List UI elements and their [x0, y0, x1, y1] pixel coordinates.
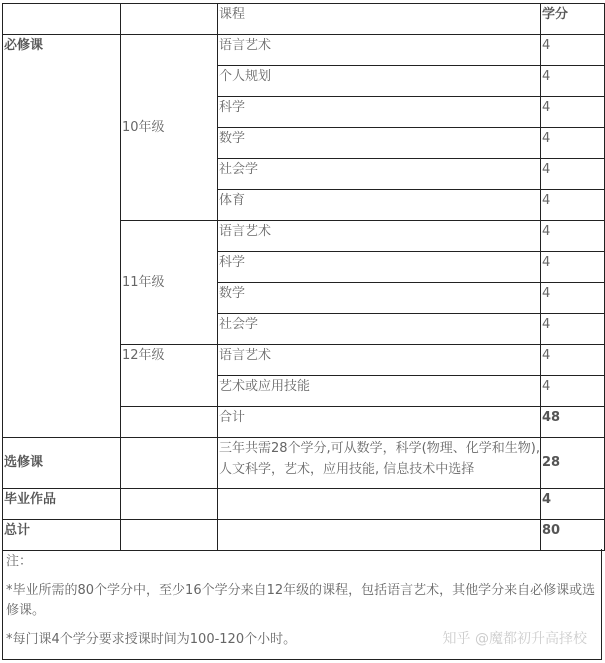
credit-cell: 4: [541, 221, 605, 252]
credit-cell: 4: [541, 283, 605, 314]
capstone-label: 毕业作品: [3, 489, 121, 520]
total-row: [3, 520, 605, 551]
course-cell: 科学: [218, 252, 541, 283]
empty-cell: [218, 489, 541, 520]
subtotal-value: 48: [541, 407, 605, 438]
course-cell: 语言艺术: [218, 345, 541, 376]
course-cell: 数学: [218, 283, 541, 314]
course-cell: 社会学: [218, 159, 541, 190]
course-cell: 体育: [218, 190, 541, 221]
course-cell: 科学: [218, 97, 541, 128]
credit-cell: 4: [541, 66, 605, 97]
empty-cell: [218, 520, 541, 551]
note-line-2: *每门课4个学分要求授课时间为100-120个小时。: [6, 632, 297, 647]
empty-cell: [121, 520, 218, 551]
course-cell: 个人规划: [218, 66, 541, 97]
subtotal-label: 合计: [218, 407, 541, 438]
empty-cell: [121, 438, 218, 489]
credit-cell: 4: [541, 159, 605, 190]
table-header: [3, 4, 605, 35]
capstone-row: [3, 489, 605, 520]
total-value: 80: [541, 520, 605, 551]
credit-cell: 4: [541, 35, 605, 66]
credit-cell: 4: [541, 128, 605, 159]
notes-title: 注：: [6, 554, 33, 569]
grade12-label: 12年级: [121, 345, 218, 407]
total-label: 总计: [3, 520, 121, 551]
grade11-label: 11年级: [121, 221, 218, 345]
note-line-1: *毕业所需的80个学分中，至少16个学分来自12年级的课程，包括语言艺术，其他学分来自必修课或选修课。: [6, 583, 596, 618]
notes-box: [2, 549, 602, 660]
course-cell: 语言艺术: [218, 221, 541, 252]
capstone-value: 4: [541, 489, 605, 520]
credit-cell: 4: [541, 97, 605, 128]
empty-cell: [121, 407, 218, 438]
course-cell: 社会学: [218, 314, 541, 345]
course-cell: 数学: [218, 128, 541, 159]
credit-cell: 4: [541, 345, 605, 376]
credit-cell: 4: [541, 252, 605, 283]
course-cell: 语言艺术: [218, 35, 541, 66]
credit-cell: 4: [541, 376, 605, 407]
credit-cell: 4: [541, 314, 605, 345]
header-col1: [3, 4, 121, 35]
credit-cell: 4: [541, 190, 605, 221]
required-label: 必修课: [3, 35, 121, 438]
elective-row: [3, 438, 605, 489]
header-col2: [121, 4, 218, 35]
header-credits: 学分: [541, 4, 605, 35]
elective-value: 28: [541, 438, 605, 489]
grade10-label: 10年级: [121, 35, 218, 221]
empty-cell: [121, 489, 218, 520]
table-row: [3, 35, 605, 66]
elective-label: 选修课: [3, 438, 121, 489]
watermark: 知乎 @魔都初升高择校: [442, 631, 587, 647]
credits-table: [2, 3, 605, 551]
header-course: 课程: [218, 4, 541, 35]
course-cell: 艺术或应用技能: [218, 376, 541, 407]
elective-desc: 三年共需28个学分,可从数学，科学(物理、化学和生物),人文科学，艺术，应用技能, 信息技术中选择: [218, 438, 541, 489]
